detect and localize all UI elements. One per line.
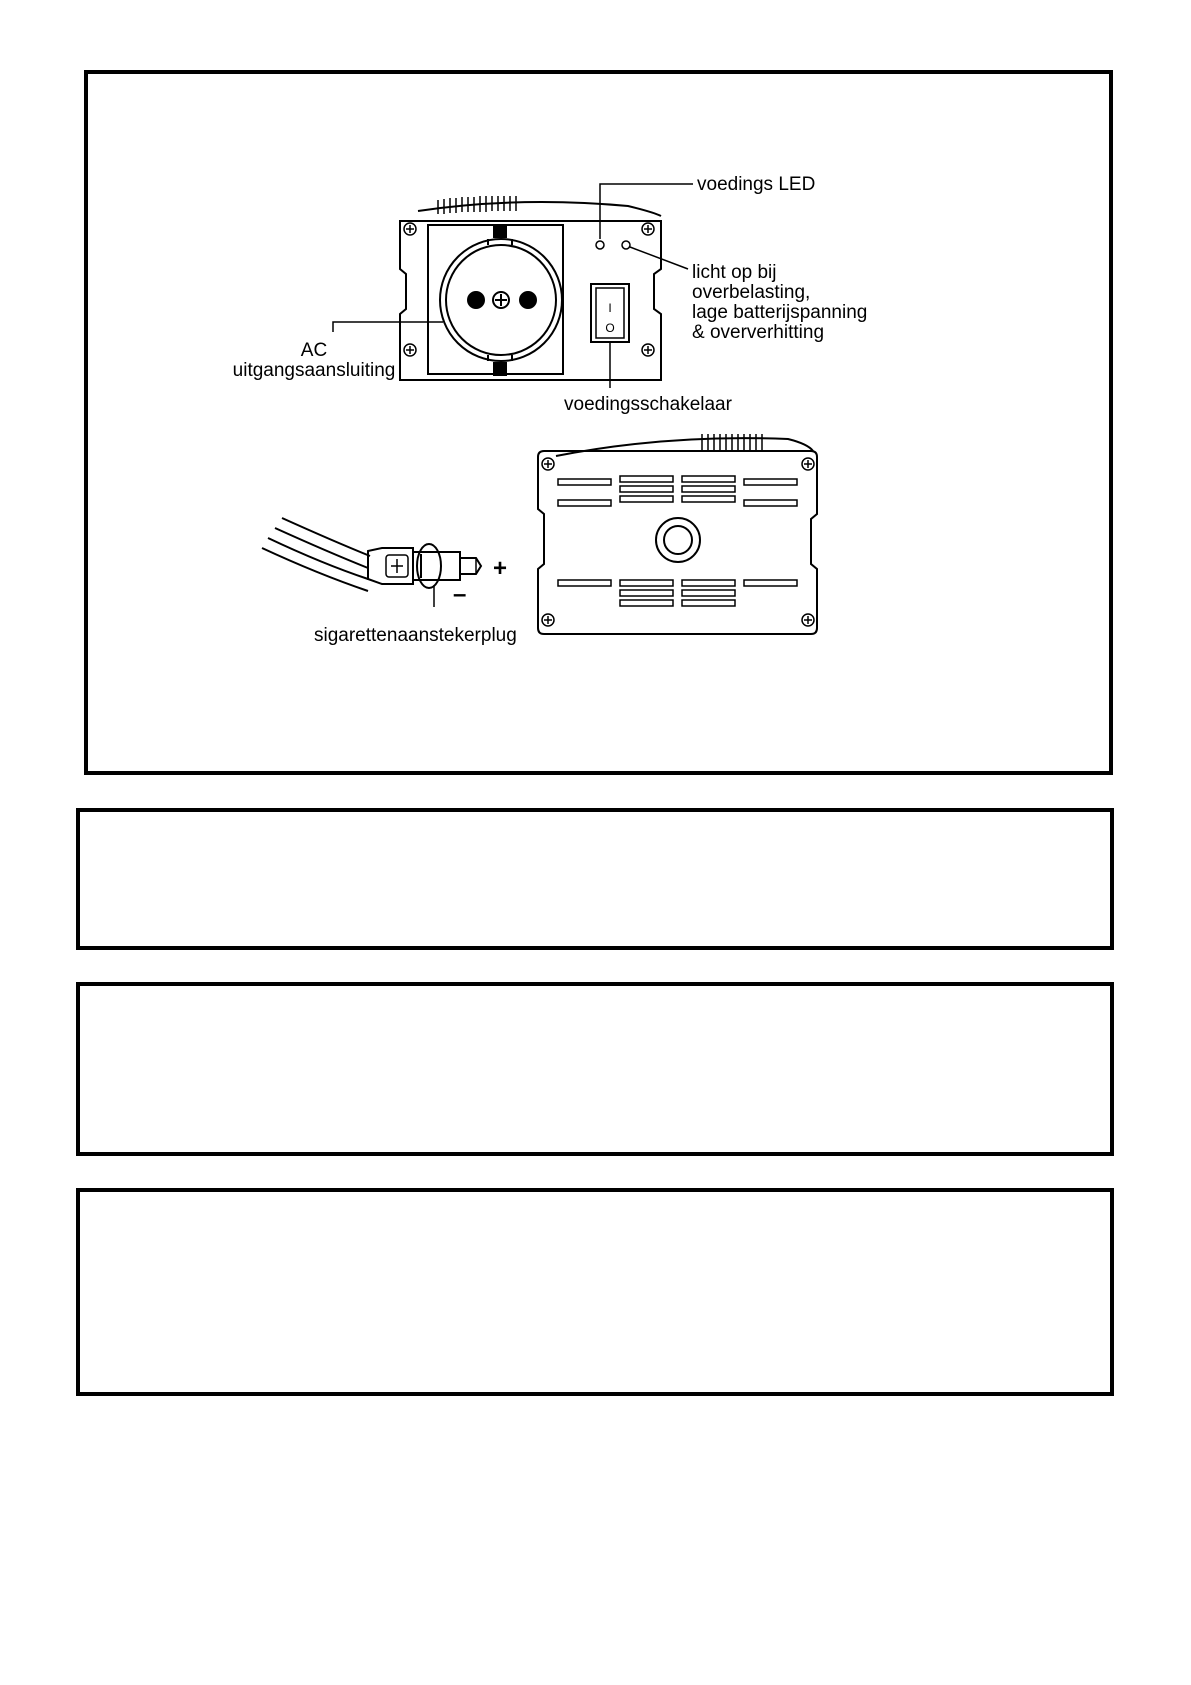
warning-led <box>622 241 630 249</box>
cigarette-plug-label: sigarettenaanstekerplug <box>314 625 517 646</box>
diagram-frame <box>84 70 1113 775</box>
warning-label-line1: licht op bij <box>692 262 777 283</box>
minus-terminal-label: – <box>453 581 467 608</box>
plus-terminal-label: + <box>493 555 508 582</box>
ac-output-label-line1: AC <box>300 340 328 361</box>
inverter-diagram <box>88 74 1109 771</box>
inverter-front-view <box>400 196 661 380</box>
inverter-rear-view <box>538 434 817 634</box>
empty-box-3 <box>76 1188 1114 1396</box>
switch-off-symbol: O <box>605 321 615 335</box>
warning-label-line4: & oververhitting <box>692 322 825 343</box>
warning-label-line2: overbelasting, <box>692 282 811 303</box>
power-led <box>596 241 604 249</box>
power-led-label: voedings LED <box>697 174 816 195</box>
power-switch-label: voedingsschakelaar <box>564 394 732 415</box>
warning-label-line3: lage batterijspanning <box>692 302 868 323</box>
ac-output-label-line2: uitgangsaansluiting <box>232 360 396 381</box>
empty-box-2 <box>76 982 1114 1156</box>
cigarette-plug-drawing <box>262 518 481 607</box>
empty-box-1 <box>76 808 1114 950</box>
switch-on-symbol: I <box>608 301 612 315</box>
